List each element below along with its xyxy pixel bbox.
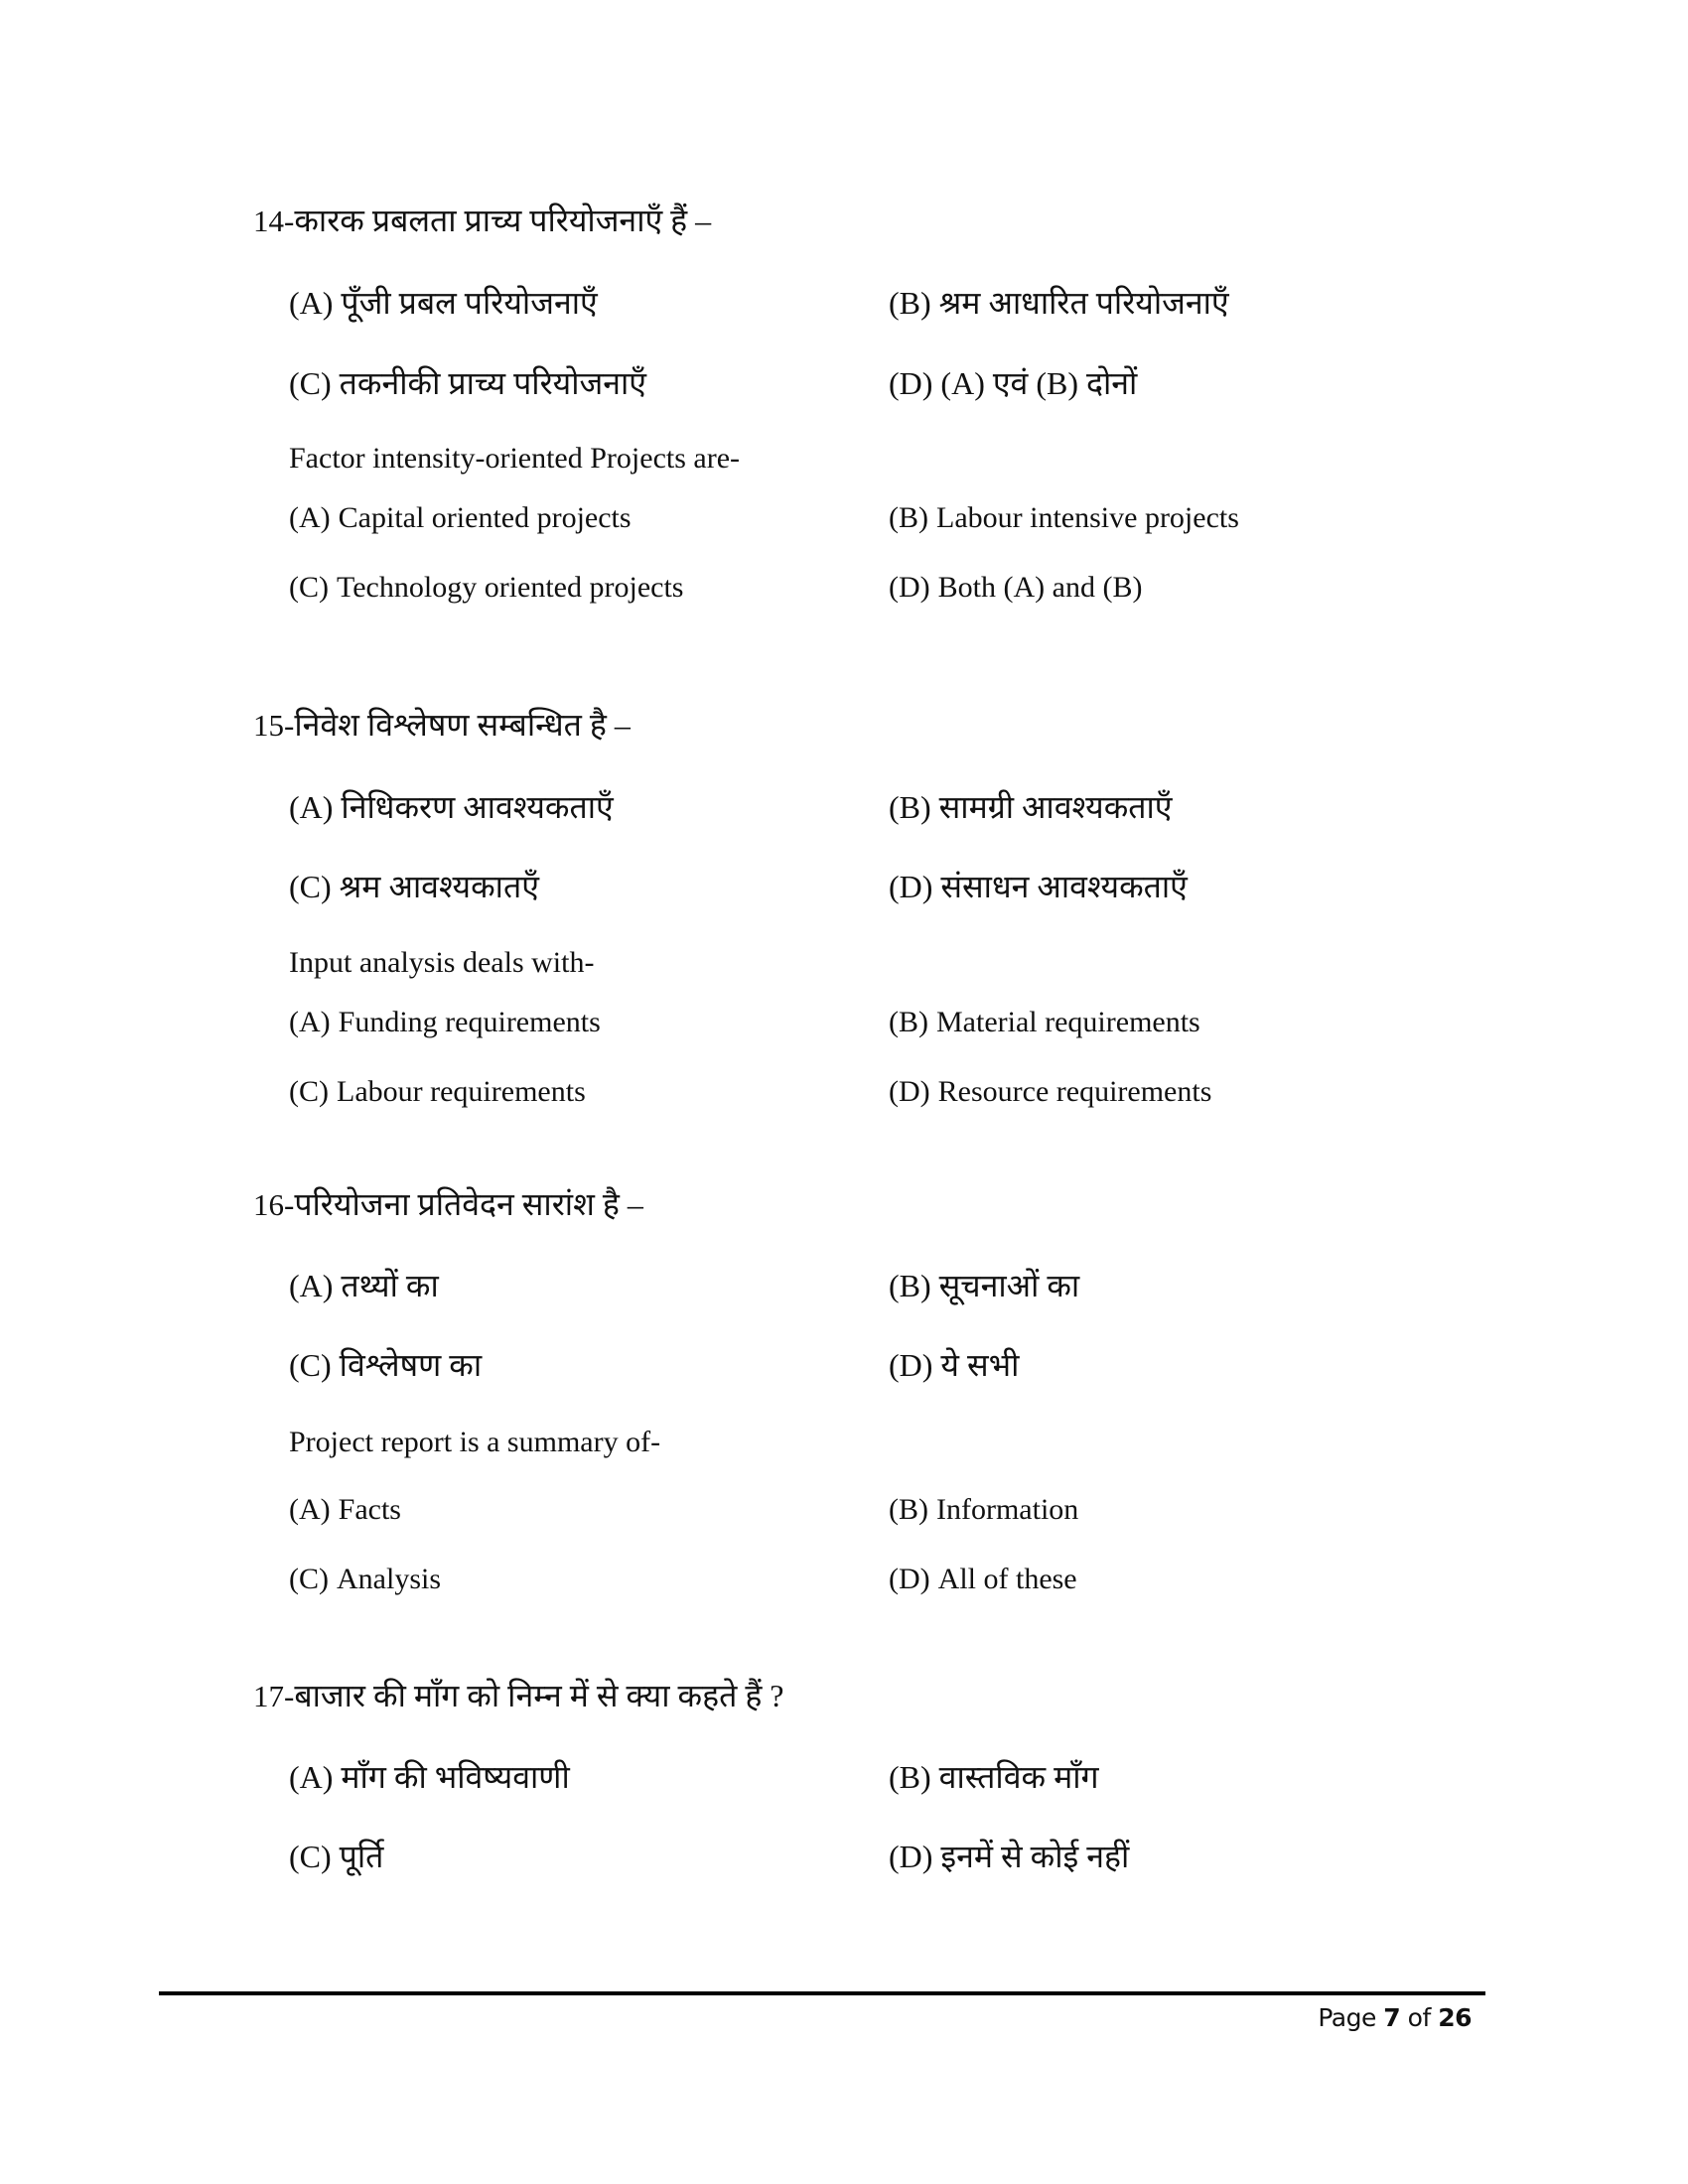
question-15-hindi-stem (253, 705, 631, 746)
question-14-hindi-stem (253, 201, 711, 241)
q14-hindi-option-d: (D) (A) एवं (B) दोनों (889, 365, 1138, 401)
q15-hindi-option-d: (D) संसाधन आवश्यकताएँ (889, 869, 1188, 904)
q14-hindi-option-b: (B) श्रम आधारित परियोजनाएँ (889, 285, 1229, 321)
q14-hindi-option-a: (A) पूँजी प्रबल परियोजनाएँ (289, 285, 598, 321)
question-17-hindi-stem (253, 1676, 784, 1716)
question-text: परियोजना प्रतिवेदन सारांश है – (294, 1186, 643, 1222)
q14-hindi-option-c: (C) तकनीकी प्राच्य परियोजनाएँ (289, 365, 647, 401)
q16-english-option-d: (D) All of these (889, 1563, 1077, 1595)
q15-hindi-option-c: (C) श्रम आवश्यकातएँ (289, 869, 539, 904)
q16-hindi-option-b: (B) सूचनाओं का (889, 1268, 1080, 1303)
q17-hindi-option-a: (A) माँग की भविष्यवाणी (289, 1759, 570, 1795)
q16-english-option-a: (A) Facts (289, 1493, 401, 1526)
q15-english-option-a: (A) Funding requirements (289, 1006, 601, 1038)
question-number: 16- (253, 1187, 295, 1222)
q17-hindi-option-b: (B) वास्तविक माँग (889, 1759, 1099, 1795)
question-text: बाजार की माँग को निम्न में से क्या कहते हैं ? (294, 1678, 784, 1713)
footer-divider (159, 1991, 1485, 1995)
current-page: 7 (1383, 2003, 1401, 2032)
q15-english-stem: Input analysis deals with- (289, 946, 595, 979)
q14-english-stem: Factor intensity-oriented Projects are- (289, 442, 741, 475)
q17-hindi-option-c: (C) पूर्ति (289, 1839, 384, 1874)
q15-hindi-option-a: (A) निधिकरण आवश्यकताएँ (289, 789, 614, 825)
q16-english-stem: Project report is a summary of- (289, 1426, 661, 1458)
q14-english-option-c: (C) Technology oriented projects (289, 571, 684, 604)
q15-english-option-b: (B) Material requirements (889, 1006, 1200, 1038)
q16-hindi-option-d: (D) ये सभी (889, 1347, 1020, 1383)
q17-hindi-option-d: (D) इनमें से कोई नहीं (889, 1839, 1130, 1874)
q15-english-option-d: (D) Resource requirements (889, 1075, 1212, 1108)
q16-hindi-option-a: (A) तथ्यों का (289, 1268, 439, 1303)
total-pages: 26 (1438, 2003, 1472, 2032)
question-number: 15- (253, 708, 295, 743)
q14-english-option-b: (B) Labour intensive projects (889, 501, 1239, 534)
question-number: 17- (253, 1679, 295, 1713)
q16-english-option-b: (B) Information (889, 1493, 1079, 1526)
q16-hindi-option-c: (C) विश्लेषण का (289, 1347, 483, 1383)
question-number: 14- (253, 204, 295, 238)
q15-hindi-option-b: (B) सामग्री आवश्यकताएँ (889, 789, 1173, 825)
question-text: निवेश विश्लेषण सम्बन्धित है – (294, 707, 631, 743)
q14-english-option-a: (A) Capital oriented projects (289, 501, 632, 534)
q16-english-option-c: (C) Analysis (289, 1563, 441, 1595)
q15-english-option-c: (C) Labour requirements (289, 1075, 586, 1108)
question-16-hindi-stem (253, 1184, 643, 1225)
question-text: कारक प्रबलता प्राच्य परियोजनाएँ हैं – (294, 203, 712, 238)
page-number: Page 7 of 26 (1318, 2003, 1472, 2032)
q14-english-option-d: (D) Both (A) and (B) (889, 571, 1143, 604)
